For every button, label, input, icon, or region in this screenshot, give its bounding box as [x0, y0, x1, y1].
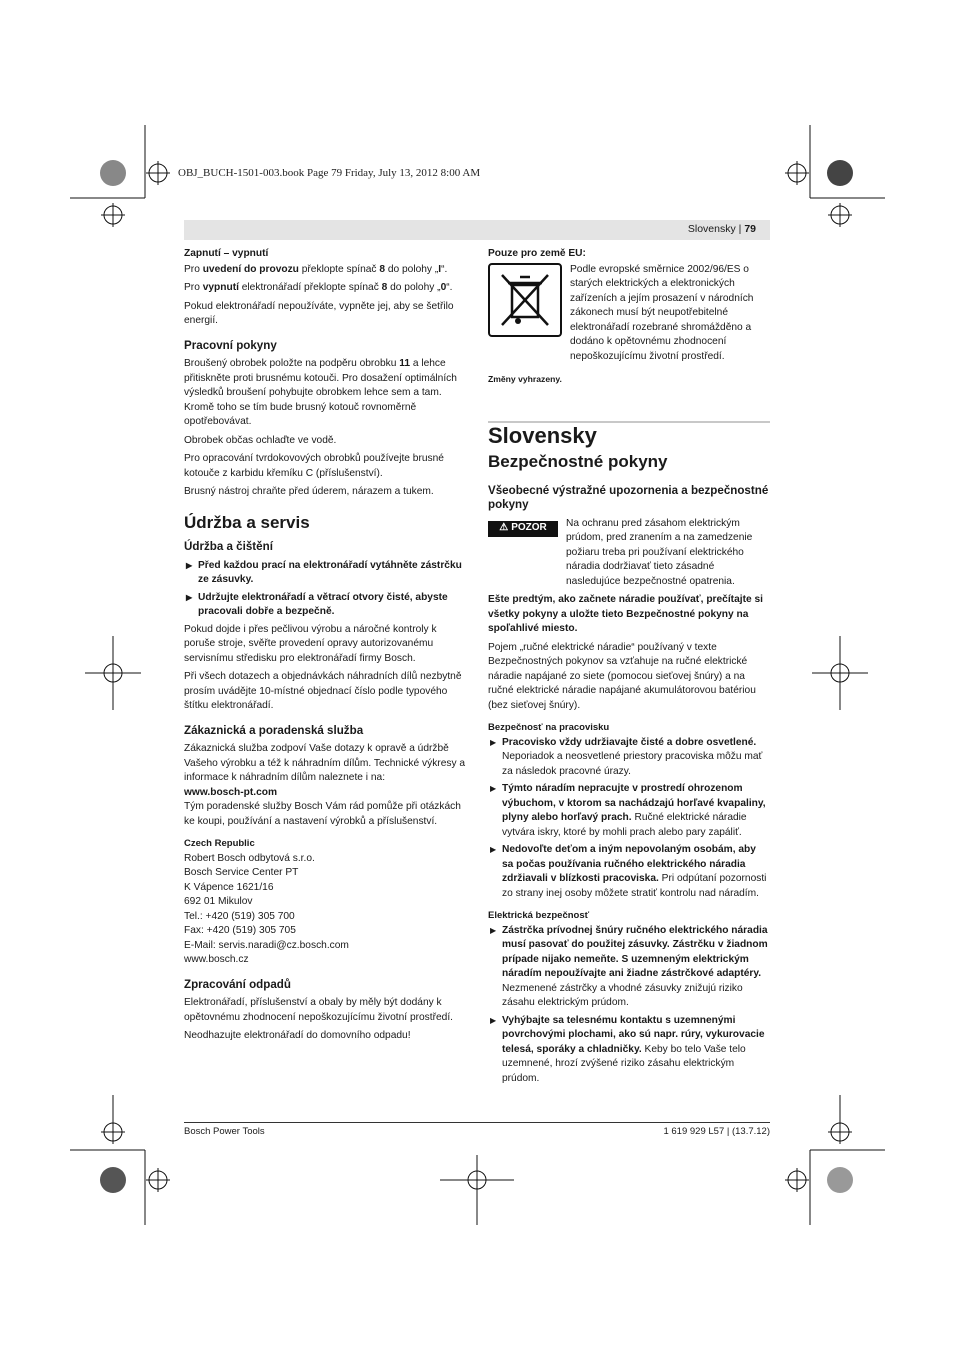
page-header: Slovensky | 79	[687, 223, 756, 235]
page-header-bar	[184, 220, 770, 240]
list-item: ▶ Udržujte elektronářadí a větrací otvory čisté, abyste pracovali dobře a bezpečně.	[186, 591, 448, 617]
paragraph: Brusný nástroj chraňte před úderem, nárazem a tukem.	[184, 486, 434, 497]
print-header: OBJ_BUCH-1501-003.book Page 79 Friday, July 13, 2012 8:00 AM	[178, 167, 481, 179]
arrow-bullet-icon: ▶	[186, 592, 193, 602]
weee-text: Podle evropské směrnice 2002/96/ES o starých elektrických a elektronických zařízeních a jejím prosazení v národních zákonech musí být neupotřebitelné elektronářadí rozebrané shromážděno a dodáno k opětovnému zhodnocení nepoškozujícímu životní prostředí.	[570, 263, 754, 362]
arrow-bullet-icon: ▶	[490, 925, 497, 935]
warning-triangle-icon: ⚠	[499, 522, 509, 534]
weee-block	[488, 263, 770, 365]
list-item: ▶ Týmto náradím nepracujte v prostredí ohrozenom výbuchom, v ktorom sa nachádzajú horľavé kvapaliny, plyny alebo horľavý prach. Ručné elektrické náradie vytvára iskry, ktoré by mohli prach alebo pary zapáliť.	[490, 783, 766, 838]
right-column	[488, 247, 770, 1089]
paragraph: Ešte predtým, ako začnete náradie používať, prečítajte si všetky pokyny a uložte tieto Bezpečnostné pokyny na spoľahlivé miesto.	[488, 594, 763, 634]
paragraph: Při všech dotazech a objednávkách náhradních dílů nezbytně prosím uvádějte 10-místné objednací číslo podle typového štítku elektronářadí.	[184, 671, 462, 711]
paragraph: Obrobek občas ochlaďte ve vodě.	[184, 434, 337, 446]
warning-text: Na ochranu pred zásahom elektrickým prúdom, pred zranením a na zamedzenie požiaru treba pri používaní elektrického náradia dodržiavať tieto zásadné nasledujúce bezpečnostné opatrenia.	[566, 517, 753, 587]
arrow-bullet-icon: ▶	[490, 845, 497, 854]
arrow-bullet-icon: ▶	[490, 737, 497, 747]
paragraph: Zákaznická služba zodpoví Vaše dotazy k opravě a údržbě Vašeho výrobku a též k náhradním dílům. Technické výkresy a informace k náhradním dílům naleznete i na:	[184, 743, 466, 783]
subsection-title: Elektrická bezpečnosť	[488, 910, 590, 921]
paragraph: Tým poradenské služby Bosch Vám rád pomůže při otázkách ke koupi, používání a nastavení výrobků a příslušenství.	[184, 801, 461, 827]
section-title: Všeobecné výstražné upozornenia a bezpečnostné pokyny	[488, 483, 769, 511]
section-title: Údržba a čištění	[184, 540, 273, 553]
footer-right: 1 619 929 L57 | (13.7.12)	[663, 1126, 770, 1137]
footer-left: Bosch Power Tools	[184, 1126, 265, 1137]
paragraph: Pro uvedení do provozu překlopte spínač 8 do polohy „I“.	[184, 263, 448, 275]
page-number: 79	[744, 223, 756, 235]
paragraph: Pokud dojde i přes pečlivou výrobu a náročné kontroly k poruše stroje, svěřte provedení opravy autorizovanému servisnímu středisku pro elektronářadí firmy Bosch.	[184, 623, 437, 664]
list-item: ▶ Vyhýbajte sa telesnému kontaktu s uzemnenými povrchovými plochami, ako sú napr. rúry, vykurovacie telesá, sporáky a chladničky. Keby bo telo Vaše telo uzemnené, hrozí zvýšené riziko zásahu elektrickým prúdom.	[490, 1014, 765, 1084]
subsection-title: Bezpečnosť na pracovisku	[488, 722, 610, 733]
section-title: Pracovní pokyny	[184, 338, 277, 352]
left-column	[184, 247, 466, 1048]
bosch-url: www.bosch-pt.com	[184, 786, 278, 798]
address-block: Robert Bosch odbytová s.r.o. Bosch Service Center PT K Vápence 1621/16 692 01 Mikulov Tel.: +420 (519) 305 700 Fax: +420 (519) 305 705 E-Mail: servis.naradi@cz.bosch.com www.bosch.cz	[184, 852, 349, 965]
list-item: ▶ Před každou prací na elektronářadí vytáhněte zástrčku ze zásuvky.	[186, 559, 462, 585]
paragraph: Elektronářadí, příslušenství a obaly by měly být dodány k opětovnému zhodnocení nepoškozujícímu životní prostředí.	[184, 997, 453, 1023]
section-title: Zpracování odpadů	[184, 977, 291, 991]
changes-note: Změny vyhrazeny.	[488, 374, 562, 384]
paragraph: Pro opracování tvrdokovových obrobků používejte brusné kotouče z karbidu křemíku C (příslušenství).	[184, 453, 444, 479]
list-item: ▶ Nedovoľte deťom a iným nepovolaným osobám, aby sa počas používania ručného elektrického náradia zdržiavali v blízkosti pracoviska. Pri odpútaní pozornosti zo strany inej osoby môžete stratiť kontrolu nad náradím.	[490, 844, 767, 899]
footer-rule	[184, 1122, 770, 1123]
list-item: ▶ Pracovisko vždy udržiavajte čisté a dobre osvetlené. Neporiadok a neosvetlené priestory pracoviska môžu mať za následok pracovné úrazy.	[490, 736, 763, 777]
arrow-bullet-icon: ▶	[490, 784, 497, 793]
section-title: Zákaznická a poradenská služba	[184, 723, 364, 737]
warning-block	[488, 517, 770, 590]
paragraph: Pro vypnutí elektronářadí překlopte spínač 8 do polohy „0“.	[184, 282, 453, 293]
chapter-title: Bezpečnostné pokyny	[488, 452, 668, 471]
crossed-bin-icon	[488, 263, 562, 337]
arrow-bullet-icon: ▶	[490, 1015, 497, 1025]
paragraph: Broušený obrobek položte na podpěru obrobku 11 a lehce přitiskněte proti brusnému kotouči. Pro dosažení optimálních výsledků broušení pohybujte obrobkem lehce sem a tam. Kromě toho se tím bude brusný kotouč rovnoměrně opotřebovávat.	[184, 358, 457, 427]
country-label: Czech Republic	[184, 838, 255, 849]
language-title: Slovensky	[488, 422, 597, 448]
section-title: Pouze pro země EU:	[488, 248, 586, 259]
chapter-title: Údržba a servis	[184, 512, 310, 532]
section-title: Zapnutí – vypnutí	[184, 248, 269, 259]
header-language: Slovensky	[687, 223, 736, 235]
list-item: ▶ Zástrčka prívodnej šnúry ručného elektrického náradia musí pasovať do použitej zásuvky. Zástrčku v žiadnom prípade nijako nemeňte. S uzemneným elektrickým náradím nepoužívajte ani žiadne zástrčkové adaptéry. Nezmenené zástrčky a vhodné zásuvky znižujú riziko zásahu elektrickým prúdom.	[490, 924, 768, 1008]
paragraph: Neodhazujte elektronářadí do domovního odpadu!	[184, 1030, 411, 1041]
arrow-bullet-icon: ▶	[186, 560, 193, 570]
warning-badge: ⚠ POZOR	[488, 521, 558, 537]
paragraph: Pojem „ručné elektrické náradie“ používaný v texte Bezpečnostných pokynov sa vzťahuje na ručné elektrické náradie napájané zo siete (pomocou sieťovej šnúry) a na ručné elektrické náradie napájané akumulátorovou batériou (bez sieťovej šnúry).	[488, 641, 756, 711]
paragraph: Pokud elektronářadí nepoužíváte, vypněte jej, aby se šetřilo energií.	[184, 300, 454, 326]
